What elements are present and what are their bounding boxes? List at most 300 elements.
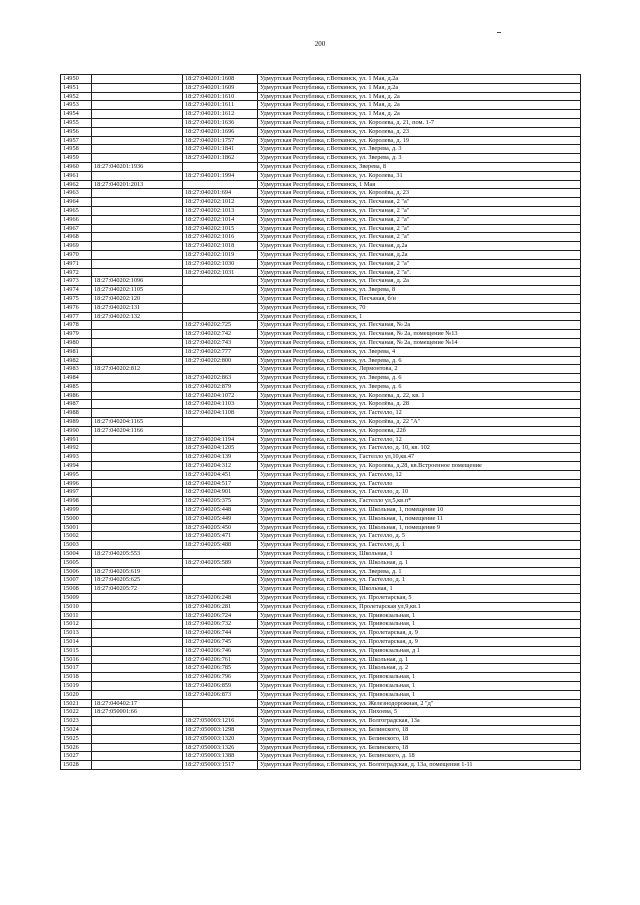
- building-cadastral-number-cell: 18:27:040206:281: [183, 602, 258, 611]
- row-number-cell: 14999: [61, 506, 92, 515]
- address-cell: Удмуртская Республика, г.Воткинск, ул. 1 Мая, д.2а: [258, 75, 581, 84]
- table-row: [61, 470, 581, 479]
- row-number-cell: 15008: [61, 585, 92, 594]
- land-cadastral-number-cell: [92, 382, 183, 391]
- address-cell: Удмуртская Республика, г.Воткинск, ул. 1 Мая, д. 2а: [258, 101, 581, 110]
- address-cell: Удмуртская Республика, г.Воткинск, Зверева, 8: [258, 162, 581, 171]
- land-cadastral-number-cell: [92, 470, 183, 479]
- land-cadastral-number-cell: [92, 611, 183, 620]
- building-cadastral-number-cell: 18:27:040202:1014: [183, 215, 258, 224]
- table-row: [61, 250, 581, 259]
- building-cadastral-number-cell: 18:27:040201:1608: [183, 75, 258, 84]
- row-number-cell: 14992: [61, 444, 92, 453]
- row-number-cell: 15005: [61, 558, 92, 567]
- land-cadastral-number-cell: [92, 356, 183, 365]
- land-cadastral-number-cell: [92, 206, 183, 215]
- address-cell: Удмуртская Республика, г.Воткинск, ул. Гастелло, д. 5: [258, 532, 581, 541]
- building-cadastral-number-cell: [183, 699, 258, 708]
- row-number-cell: 14994: [61, 462, 92, 471]
- land-cadastral-number-cell: [92, 514, 183, 523]
- building-cadastral-number-cell: [183, 277, 258, 286]
- row-number-cell: 14950: [61, 75, 92, 84]
- row-number-cell: 14993: [61, 453, 92, 462]
- land-cadastral-number-cell: [92, 127, 183, 136]
- address-cell: Удмуртская Республика, г.Воткинск, ул. Белинского, 18: [258, 743, 581, 752]
- row-number-cell: 15019: [61, 681, 92, 690]
- row-number-cell: 14971: [61, 259, 92, 268]
- building-cadastral-number-cell: 18:27:040201:1636: [183, 118, 258, 127]
- row-number-cell: 14957: [61, 136, 92, 145]
- row-number-cell: 14958: [61, 145, 92, 154]
- address-cell: Удмуртская Республика, г.Воткинск, ул. Королева, д. 19: [258, 136, 581, 145]
- row-number-cell: 15023: [61, 717, 92, 726]
- row-number-cell: 14965: [61, 206, 92, 215]
- address-cell: Удмуртская Республика, г.Воткинск, ул. Гастелло, д. 1: [258, 541, 581, 550]
- table-row: [61, 488, 581, 497]
- building-cadastral-number-cell: [183, 365, 258, 374]
- table-row: [61, 558, 581, 567]
- building-cadastral-number-cell: 18:27:040201:1994: [183, 171, 258, 180]
- address-cell: Удмуртская Республика, г.Воткинск, ул. Пролетарская, д. 9: [258, 629, 581, 638]
- row-number-cell: 15015: [61, 646, 92, 655]
- table-row: [61, 761, 581, 770]
- table-row: [61, 611, 581, 620]
- building-cadastral-number-cell: [183, 162, 258, 171]
- address-cell: Удмуртская Республика, г.Воткинск, ул. Песчаная, 2 "а": [258, 233, 581, 242]
- land-cadastral-number-cell: [92, 523, 183, 532]
- building-cadastral-number-cell: [183, 418, 258, 427]
- row-number-cell: 14964: [61, 198, 92, 207]
- building-cadastral-number-cell: 18:27:040201:1696: [183, 127, 258, 136]
- row-number-cell: 14979: [61, 330, 92, 339]
- land-cadastral-number-cell: 18:27:040202:1105: [92, 286, 183, 295]
- table-row: [61, 224, 581, 233]
- table-row: [61, 462, 581, 471]
- building-cadastral-number-cell: 18:27:040202:1031: [183, 268, 258, 277]
- building-cadastral-number-cell: 18:27:040202:725: [183, 321, 258, 330]
- address-cell: Удмуртская Республика, г.Воткинск, ул. Гастелло, д. 10: [258, 488, 581, 497]
- land-cadastral-number-cell: [92, 664, 183, 673]
- row-number-cell: 14980: [61, 338, 92, 347]
- land-cadastral-number-cell: [92, 462, 183, 471]
- land-cadastral-number-cell: [92, 655, 183, 664]
- address-cell: Удмуртская Республика, г.Воткинск, ул. Песчаная, № 2а, помещение №13: [258, 330, 581, 339]
- address-cell: Удмуртская Республика, г.Воткинск, ул. Школьная, 1, помещение 9: [258, 523, 581, 532]
- row-number-cell: 14984: [61, 374, 92, 383]
- address-cell: Удмуртская Республика, г.Воткинск, ул. 1 Мая, д. 2а: [258, 92, 581, 101]
- row-number-cell: 14997: [61, 488, 92, 497]
- building-cadastral-number-cell: 18:27:040202:1012: [183, 198, 258, 207]
- table-row: [61, 620, 581, 629]
- row-number-cell: 14951: [61, 83, 92, 92]
- table-row: [61, 321, 581, 330]
- row-number-cell: 15004: [61, 550, 92, 559]
- row-number-cell: 15011: [61, 611, 92, 620]
- address-cell: Удмуртская Республика, г.Воткинск, ул. Привокзальная, д 1: [258, 646, 581, 655]
- land-cadastral-number-cell: [92, 75, 183, 84]
- row-number-cell: 14975: [61, 294, 92, 303]
- table-row: [61, 523, 581, 532]
- land-cadastral-number-cell: [92, 92, 183, 101]
- building-cadastral-number-cell: 18:27:040204:1194: [183, 435, 258, 444]
- table-row: [61, 717, 581, 726]
- row-number-cell: 14966: [61, 215, 92, 224]
- address-cell: Удмуртская Республика, г.Воткинск, Гастелло ул,10,кв.47: [258, 453, 581, 462]
- address-cell: Удмуртская Республика, г.Воткинск, ул. Гастелло: [258, 479, 581, 488]
- row-number-cell: 14967: [61, 224, 92, 233]
- address-cell: Удмуртская Республика, г.Воткинск, ул. Песчаная, № 2а: [258, 321, 581, 330]
- building-cadastral-number-cell: 18:27:040202:879: [183, 382, 258, 391]
- land-cadastral-number-cell: 18:27:040201:1936: [92, 162, 183, 171]
- land-cadastral-number-cell: [92, 506, 183, 515]
- table-row: [61, 409, 581, 418]
- address-cell: Удмуртская Республика, г.Воткинск, 1 Мая: [258, 180, 581, 189]
- land-cadastral-number-cell: [92, 374, 183, 383]
- building-cadastral-number-cell: 18:27:040206:873: [183, 690, 258, 699]
- row-number-cell: 14963: [61, 189, 92, 198]
- address-cell: Удмуртская Республика, г.Воткинск, Школьная, 1: [258, 585, 581, 594]
- row-number-cell: 15014: [61, 638, 92, 647]
- table-row: [61, 347, 581, 356]
- row-number-cell: 14976: [61, 303, 92, 312]
- address-cell: Удмуртская Республика, г.Воткинск, ул. Школьная, 1, помещение 10: [258, 506, 581, 515]
- land-cadastral-number-cell: [92, 558, 183, 567]
- table-row: [61, 162, 581, 171]
- building-cadastral-number-cell: [183, 708, 258, 717]
- building-cadastral-number-cell: 18:27:040206:744: [183, 629, 258, 638]
- building-cadastral-number-cell: 18:27:050003:1320: [183, 734, 258, 743]
- address-cell: Удмуртская Республика, г.Воткинск, ул. Гастелло, 12: [258, 470, 581, 479]
- address-cell: Удмуртская Республика, г.Воткинск, ул. Песчаная, № 2а, помещение №14: [258, 338, 581, 347]
- land-cadastral-number-cell: [92, 638, 183, 647]
- building-cadastral-number-cell: 18:27:040205:449: [183, 514, 258, 523]
- registry-table: [60, 74, 581, 770]
- land-cadastral-number-cell: [92, 215, 183, 224]
- land-cadastral-number-cell: [92, 541, 183, 550]
- address-cell: Удмуртская Республика, г.Воткинск, Пролетарская ул,9,кв.1: [258, 602, 581, 611]
- building-cadastral-number-cell: 18:27:040204:1205: [183, 444, 258, 453]
- building-cadastral-number-cell: [183, 180, 258, 189]
- table-row: [61, 365, 581, 374]
- table-row: [61, 426, 581, 435]
- land-cadastral-number-cell: [92, 136, 183, 145]
- land-cadastral-number-cell: [92, 101, 183, 110]
- address-cell: Удмуртская Республика, г.Воткинск, Гастелло ул,5,кв.п*: [258, 497, 581, 506]
- address-cell: Удмуртская Республика, г.Воткинск, ул. Белинского, д. 18: [258, 752, 581, 761]
- address-cell: Удмуртская Республика, г.Воткинск, ул. Зверева, 4: [258, 347, 581, 356]
- address-cell: Удмуртская Республика, г.Воткинск, Школьная, 1: [258, 550, 581, 559]
- address-cell: Удмуртская Республика, г.Воткинск, ул. Песчаная, 2 "а": [258, 224, 581, 233]
- building-cadastral-number-cell: 18:27:040204:139: [183, 453, 258, 462]
- address-cell: Удмуртская Республика, г.Воткинск, ул. Школьная, 1, помещение 11: [258, 514, 581, 523]
- land-cadastral-number-cell: 18:27:040205:72: [92, 585, 183, 594]
- building-cadastral-number-cell: 18:27:040202:743: [183, 338, 258, 347]
- building-cadastral-number-cell: 18:27:040204:1103: [183, 400, 258, 409]
- land-cadastral-number-cell: [92, 409, 183, 418]
- address-cell: Удмуртская Республика, г.Воткинск, ул. Пихоева, 5: [258, 708, 581, 717]
- address-cell: Удмуртская Республика, г.Воткинск, Лермонтова, 2: [258, 365, 581, 374]
- address-cell: Удмуртская Республика, г.Воткинск, ул. Королёва, д. 23: [258, 189, 581, 198]
- row-number-cell: 14981: [61, 347, 92, 356]
- building-cadastral-number-cell: 18:27:040201:1609: [183, 83, 258, 92]
- address-cell: Удмуртская Республика, г.Воткинск, ул. Школьная, д. 2: [258, 664, 581, 673]
- land-cadastral-number-cell: [92, 118, 183, 127]
- building-cadastral-number-cell: 18:27:040205:450: [183, 523, 258, 532]
- land-cadastral-number-cell: [92, 391, 183, 400]
- row-number-cell: 15028: [61, 761, 92, 770]
- table-row: [61, 233, 581, 242]
- table-row: [61, 532, 581, 541]
- row-number-cell: 14990: [61, 426, 92, 435]
- table-row: [61, 277, 581, 286]
- row-number-cell: 15001: [61, 523, 92, 532]
- address-cell: Удмуртская Республика, г.Воткинск, ул. Белинского, 18: [258, 734, 581, 743]
- address-cell: Удмуртская Республика, г.Воткинск, ул. Привокзальная, 1: [258, 690, 581, 699]
- building-cadastral-number-cell: [183, 550, 258, 559]
- address-cell: Удмуртская Республика, г.Воткинск, ул. Песчаная, 2 "а": [258, 198, 581, 207]
- row-number-cell: 14968: [61, 233, 92, 242]
- address-cell: Удмуртская Республика, г.Воткинск, ул. Песчаная, 2 "а": [258, 259, 581, 268]
- row-number-cell: 14974: [61, 286, 92, 295]
- scan-mark: [497, 32, 501, 33]
- building-cadastral-number-cell: [183, 426, 258, 435]
- row-number-cell: 14986: [61, 391, 92, 400]
- land-cadastral-number-cell: [92, 321, 183, 330]
- table-row: [61, 92, 581, 101]
- land-cadastral-number-cell: [92, 453, 183, 462]
- building-cadastral-number-cell: [183, 303, 258, 312]
- row-number-cell: 15010: [61, 602, 92, 611]
- land-cadastral-number-cell: [92, 338, 183, 347]
- building-cadastral-number-cell: 18:27:040202:777: [183, 347, 258, 356]
- address-cell: Удмуртская Республика, г.Воткинск, ул. Зверева, д. 6: [258, 374, 581, 383]
- address-cell: Удмуртская Республика, г.Воткинск, ул. Песчаная, 2 "а": [258, 206, 581, 215]
- land-cadastral-number-cell: [92, 690, 183, 699]
- land-cadastral-number-cell: [92, 198, 183, 207]
- land-cadastral-number-cell: [92, 83, 183, 92]
- row-number-cell: 14987: [61, 400, 92, 409]
- address-cell: Удмуртская Республика, г.Воткинск, ул. Королёва, д. 28: [258, 400, 581, 409]
- table-row: [61, 75, 581, 84]
- row-number-cell: 14983: [61, 365, 92, 374]
- building-cadastral-number-cell: 18:27:040205:471: [183, 532, 258, 541]
- address-cell: Удмуртская Республика, г.Воткинск, ул. Песчаная, 2 "а".: [258, 268, 581, 277]
- land-cadastral-number-cell: 18:27:040202:812: [92, 365, 183, 374]
- building-cadastral-number-cell: 18:27:040205:375: [183, 497, 258, 506]
- row-number-cell: 14985: [61, 382, 92, 391]
- building-cadastral-number-cell: 18:27:040202:1013: [183, 206, 258, 215]
- land-cadastral-number-cell: [92, 725, 183, 734]
- table-row: [61, 268, 581, 277]
- table-row: [61, 497, 581, 506]
- land-cadastral-number-cell: [92, 734, 183, 743]
- building-cadastral-number-cell: 18:27:040202:742: [183, 330, 258, 339]
- land-cadastral-number-cell: [92, 761, 183, 770]
- row-number-cell: 15003: [61, 541, 92, 550]
- table-row: [61, 514, 581, 523]
- address-cell: Удмуртская Республика, г.Воткинск, ул. 1 Мая, д.2а: [258, 83, 581, 92]
- building-cadastral-number-cell: 18:27:040202:1030: [183, 259, 258, 268]
- row-number-cell: 14954: [61, 110, 92, 119]
- building-cadastral-number-cell: 18:27:040201:1611: [183, 101, 258, 110]
- building-cadastral-number-cell: 18:27:050003:1388: [183, 752, 258, 761]
- land-cadastral-number-cell: [92, 717, 183, 726]
- table-row: [61, 602, 581, 611]
- address-cell: Удмуртская Республика, г.Воткинск, ул. Королева, д.28, кв.Встроенное помещение: [258, 462, 581, 471]
- address-cell: Удмуртская Республика, г.Воткинск, ул. Привокзальная, 1: [258, 611, 581, 620]
- land-cadastral-number-cell: [92, 435, 183, 444]
- table-row: [61, 734, 581, 743]
- land-cadastral-number-cell: 18:27:040202:131: [92, 303, 183, 312]
- row-number-cell: 14972: [61, 268, 92, 277]
- address-cell: Удмуртская Республика, г.Воткинск, ул. Зверева, д. 3: [258, 145, 581, 154]
- address-cell: Удмуртская Республика, г.Воткинск, ул. Привокзальная, 1: [258, 620, 581, 629]
- row-number-cell: 14973: [61, 277, 92, 286]
- row-number-cell: 14953: [61, 101, 92, 110]
- table-row: [61, 506, 581, 515]
- land-cadastral-number-cell: [92, 629, 183, 638]
- table-row: [61, 259, 581, 268]
- table-row: [61, 127, 581, 136]
- row-number-cell: 14952: [61, 92, 92, 101]
- table-row: [61, 585, 581, 594]
- table-row: [61, 453, 581, 462]
- building-cadastral-number-cell: [183, 585, 258, 594]
- row-number-cell: 14961: [61, 171, 92, 180]
- table-row: [61, 576, 581, 585]
- table-row: [61, 374, 581, 383]
- table-row: [61, 171, 581, 180]
- address-cell: Удмуртская Республика, г.Воткинск, ул. Зверева, д. 6: [258, 356, 581, 365]
- table-row: [61, 699, 581, 708]
- row-number-cell: 15018: [61, 673, 92, 682]
- address-cell: Удмуртская Республика, г.Воткинск, ул. Зверева, д. 3: [258, 154, 581, 163]
- land-cadastral-number-cell: 18:27:040205:619: [92, 567, 183, 576]
- row-number-cell: 15024: [61, 725, 92, 734]
- land-cadastral-number-cell: [92, 497, 183, 506]
- land-cadastral-number-cell: [92, 646, 183, 655]
- building-cadastral-number-cell: 18:27:040206:761: [183, 655, 258, 664]
- address-cell: Удмуртская Республика, г.Воткинск, ул. 1 Мая, д. 2а: [258, 110, 581, 119]
- address-cell: Удмуртская Республика, г.Воткинск, ул. Пролетарская, д. 9: [258, 638, 581, 647]
- land-cadastral-number-cell: [92, 743, 183, 752]
- table-row: [61, 356, 581, 365]
- building-cadastral-number-cell: [183, 567, 258, 576]
- row-number-cell: 15021: [61, 699, 92, 708]
- building-cadastral-number-cell: 18:27:040205:589: [183, 558, 258, 567]
- building-cadastral-number-cell: 18:27:040206:732: [183, 620, 258, 629]
- table-row: [61, 303, 581, 312]
- row-number-cell: 14991: [61, 435, 92, 444]
- address-cell: Удмуртская Республика, г.Воткинск, ул. Гастелло, 12: [258, 435, 581, 444]
- address-cell: Удмуртская Республика, г.Воткинск, 1: [258, 312, 581, 321]
- land-cadastral-number-cell: [92, 242, 183, 251]
- building-cadastral-number-cell: 18:27:040202:800: [183, 356, 258, 365]
- table-row: [61, 550, 581, 559]
- row-number-cell: 15017: [61, 664, 92, 673]
- land-cadastral-number-cell: [92, 145, 183, 154]
- land-cadastral-number-cell: [92, 620, 183, 629]
- building-cadastral-number-cell: 18:27:040206:796: [183, 673, 258, 682]
- address-cell: Удмуртская Республика, г.Воткинск, ул. Гастелло, д. 1: [258, 576, 581, 585]
- land-cadastral-number-cell: [92, 233, 183, 242]
- land-cadastral-number-cell: [92, 602, 183, 611]
- building-cadastral-number-cell: 18:27:040206:724: [183, 611, 258, 620]
- building-cadastral-number-cell: 18:27:040204:312: [183, 462, 258, 471]
- table-row: [61, 567, 581, 576]
- table-row: [61, 444, 581, 453]
- land-cadastral-number-cell: [92, 250, 183, 259]
- building-cadastral-number-cell: 18:27:050003:1517: [183, 761, 258, 770]
- building-cadastral-number-cell: 18:27:040206:248: [183, 594, 258, 603]
- building-cadastral-number-cell: [183, 576, 258, 585]
- land-cadastral-number-cell: [92, 532, 183, 541]
- table-row: [61, 294, 581, 303]
- building-cadastral-number-cell: 18:27:050003:1216: [183, 717, 258, 726]
- address-cell: Удмуртская Республика, г.Воткинск, ул. Королева, д. 21, пом. 1-7: [258, 118, 581, 127]
- building-cadastral-number-cell: 18:27:040204:517: [183, 479, 258, 488]
- table-row: [61, 664, 581, 673]
- row-number-cell: 14982: [61, 356, 92, 365]
- table-row: [61, 330, 581, 339]
- address-cell: Удмуртская Республика, г.Воткинск, ул. Гастелло, 12: [258, 409, 581, 418]
- land-cadastral-number-cell: [92, 189, 183, 198]
- land-cadastral-number-cell: [92, 594, 183, 603]
- row-number-cell: 14970: [61, 250, 92, 259]
- row-number-cell: 14956: [61, 127, 92, 136]
- building-cadastral-number-cell: 18:27:040205:448: [183, 506, 258, 515]
- row-number-cell: 15009: [61, 594, 92, 603]
- row-number-cell: 14978: [61, 321, 92, 330]
- building-cadastral-number-cell: [183, 286, 258, 295]
- land-cadastral-number-cell: [92, 681, 183, 690]
- building-cadastral-number-cell: 18:27:040202:1019: [183, 250, 258, 259]
- table-row: [61, 752, 581, 761]
- address-cell: Удмуртская Республика, г.Воткинск, ул. Пролетарская, 5: [258, 594, 581, 603]
- page-number: 200: [314, 40, 326, 48]
- row-number-cell: 14955: [61, 118, 92, 127]
- address-cell: Удмуртская Республика, г.Воткинск, ул. Песчаная, д.2а: [258, 250, 581, 259]
- row-number-cell: 15026: [61, 743, 92, 752]
- address-cell: Удмуртская Республика, г.Воткинск, ул. Железнодорожная, 2 "д": [258, 699, 581, 708]
- table-row: [61, 673, 581, 682]
- table-row: [61, 646, 581, 655]
- land-cadastral-number-cell: 18:27:040202:1096: [92, 277, 183, 286]
- row-number-cell: 15016: [61, 655, 92, 664]
- table-row: [61, 382, 581, 391]
- building-cadastral-number-cell: 18:27:050003:1298: [183, 725, 258, 734]
- table-row: [61, 145, 581, 154]
- table-row: [61, 206, 581, 215]
- address-cell: Удмуртская Республика, г.Воткинск, ул. Зверева, д. 1: [258, 567, 581, 576]
- registry-table-body: [61, 75, 581, 770]
- address-cell: Удмуртская Республика, г.Воткинск, ул. Зверева, 8: [258, 286, 581, 295]
- row-number-cell: 15002: [61, 532, 92, 541]
- table-row: [61, 215, 581, 224]
- building-cadastral-number-cell: 18:27:040202:863: [183, 374, 258, 383]
- land-cadastral-number-cell: 18:27:040202:132: [92, 312, 183, 321]
- land-cadastral-number-cell: 18:27:040204:1166: [92, 426, 183, 435]
- address-cell: Удмуртская Республика, г.Воткинск, ул. Привокзальная, 1: [258, 681, 581, 690]
- land-cadastral-number-cell: [92, 752, 183, 761]
- table-row: [61, 101, 581, 110]
- building-cadastral-number-cell: 18:27:040201:1612: [183, 110, 258, 119]
- land-cadastral-number-cell: [92, 330, 183, 339]
- land-cadastral-number-cell: 18:27:040205:625: [92, 576, 183, 585]
- land-cadastral-number-cell: [92, 268, 183, 277]
- table-row: [61, 655, 581, 664]
- table-row: [61, 154, 581, 163]
